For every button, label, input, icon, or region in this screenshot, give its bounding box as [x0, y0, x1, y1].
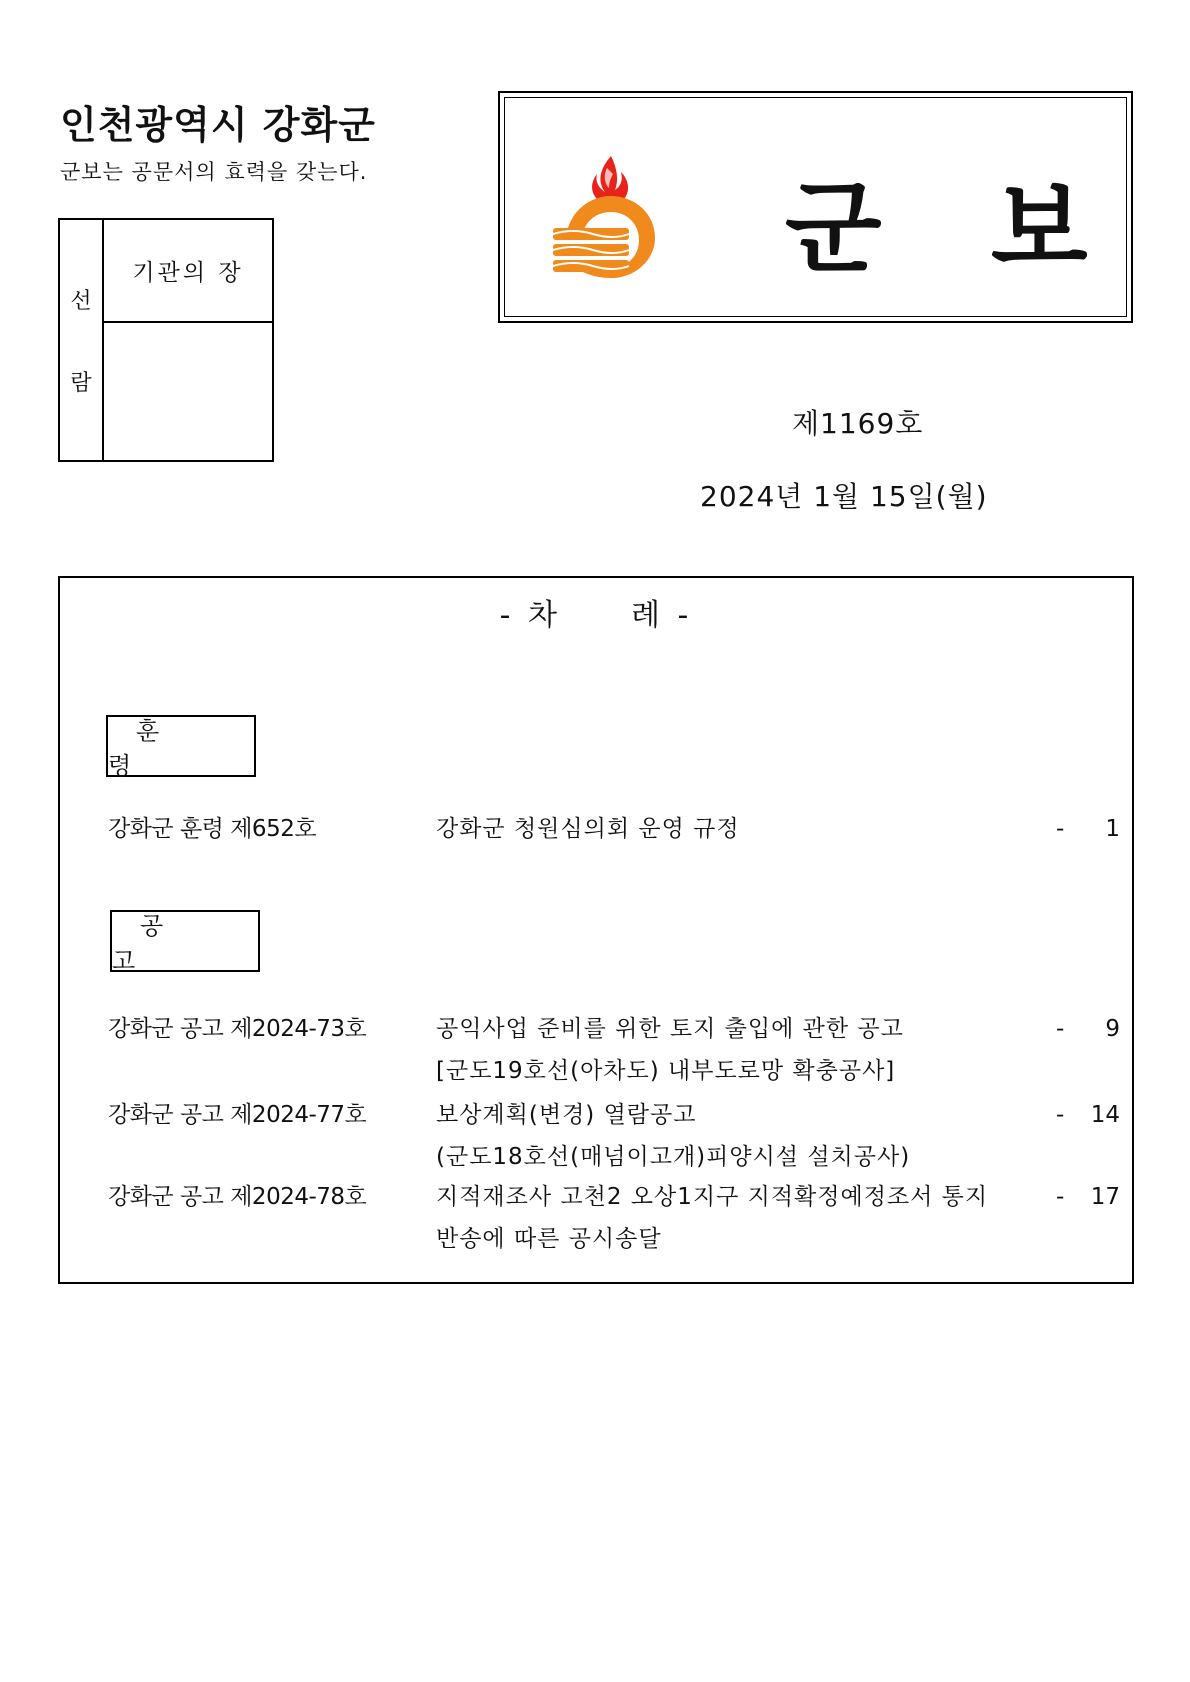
review-box: [58, 218, 274, 462]
toc-entry-desc: [436, 1094, 1056, 1178]
toc-entry-ref: 강화군 공고 제2024-73호: [108, 1016, 367, 1042]
issue-date: 2024년 1월 15일(월): [700, 480, 988, 513]
toc-entry-desc-line: 공익사업 준비를 위한 토지 출입에 관한 공고: [436, 1016, 904, 1042]
review-head-label: 기관의 장: [104, 220, 272, 323]
org-name: 인천광역시 강화군: [60, 103, 376, 147]
masthead: [498, 91, 1133, 323]
toc-entry-desc: [436, 1176, 1056, 1260]
toc-entry-desc: [436, 1008, 1056, 1092]
toc-title-left: - 차: [499, 598, 561, 633]
table-of-contents: [58, 576, 1134, 1284]
toc-title: [60, 590, 1132, 634]
toc-entry-ref: 강화군 공고 제2024-78호: [108, 1184, 367, 1210]
masthead-title-char-1: 군: [785, 170, 882, 287]
toc-entry-desc-line: [군도19호선(아차도) 내부도로망 확충공사]: [436, 1058, 896, 1084]
org-note: 군보는 공문서의 효력을 갖는다.: [60, 160, 368, 184]
toc-entry-ref: 강화군 공고 제2024-77호: [108, 1102, 367, 1128]
toc-entry-desc-line: 반송에 따른 공시송달: [436, 1226, 662, 1252]
toc-title-right: 례 -: [631, 598, 693, 633]
toc-entry-dash: -: [1056, 1102, 1065, 1128]
review-side-column: [60, 220, 104, 460]
issue-number: 제1169호: [792, 407, 924, 440]
toc-entry-page: 1: [1105, 816, 1120, 842]
masthead-inner-frame: [504, 97, 1127, 317]
toc-entry-ref: 강화군 훈령 제652호: [108, 816, 317, 842]
section-label-notice: 공 고: [110, 910, 260, 972]
toc-entry-desc-line: (군도18호선(매넘이고개)피양시설 설치공사): [436, 1144, 911, 1170]
toc-entry-dash: -: [1056, 1016, 1065, 1042]
masthead-title-char-2: 보: [991, 170, 1088, 287]
section-label-order: 훈 령: [106, 715, 256, 777]
review-side-char-2: 람: [70, 371, 92, 396]
toc-entry-desc-line: 지적재조사 고천2 오상1지구 지적확정예정조서 통지: [436, 1184, 989, 1210]
review-side-char-1: 선: [70, 289, 92, 314]
toc-entry-dash: -: [1056, 816, 1065, 842]
toc-entry-page: 14: [1090, 1102, 1120, 1128]
toc-entry-desc-line: 강화군 청원심의회 운영 규정: [436, 816, 740, 842]
toc-entry-page: 9: [1105, 1016, 1120, 1042]
toc-entry-page: 17: [1090, 1184, 1120, 1210]
toc-entry-desc-line: 보상계획(변경) 열람공고: [436, 1102, 697, 1128]
review-signature-area: [104, 323, 272, 460]
ganghwa-emblem-icon: [549, 142, 673, 282]
toc-entry-dash: -: [1056, 1184, 1065, 1210]
toc-entry-desc: [436, 808, 1056, 850]
